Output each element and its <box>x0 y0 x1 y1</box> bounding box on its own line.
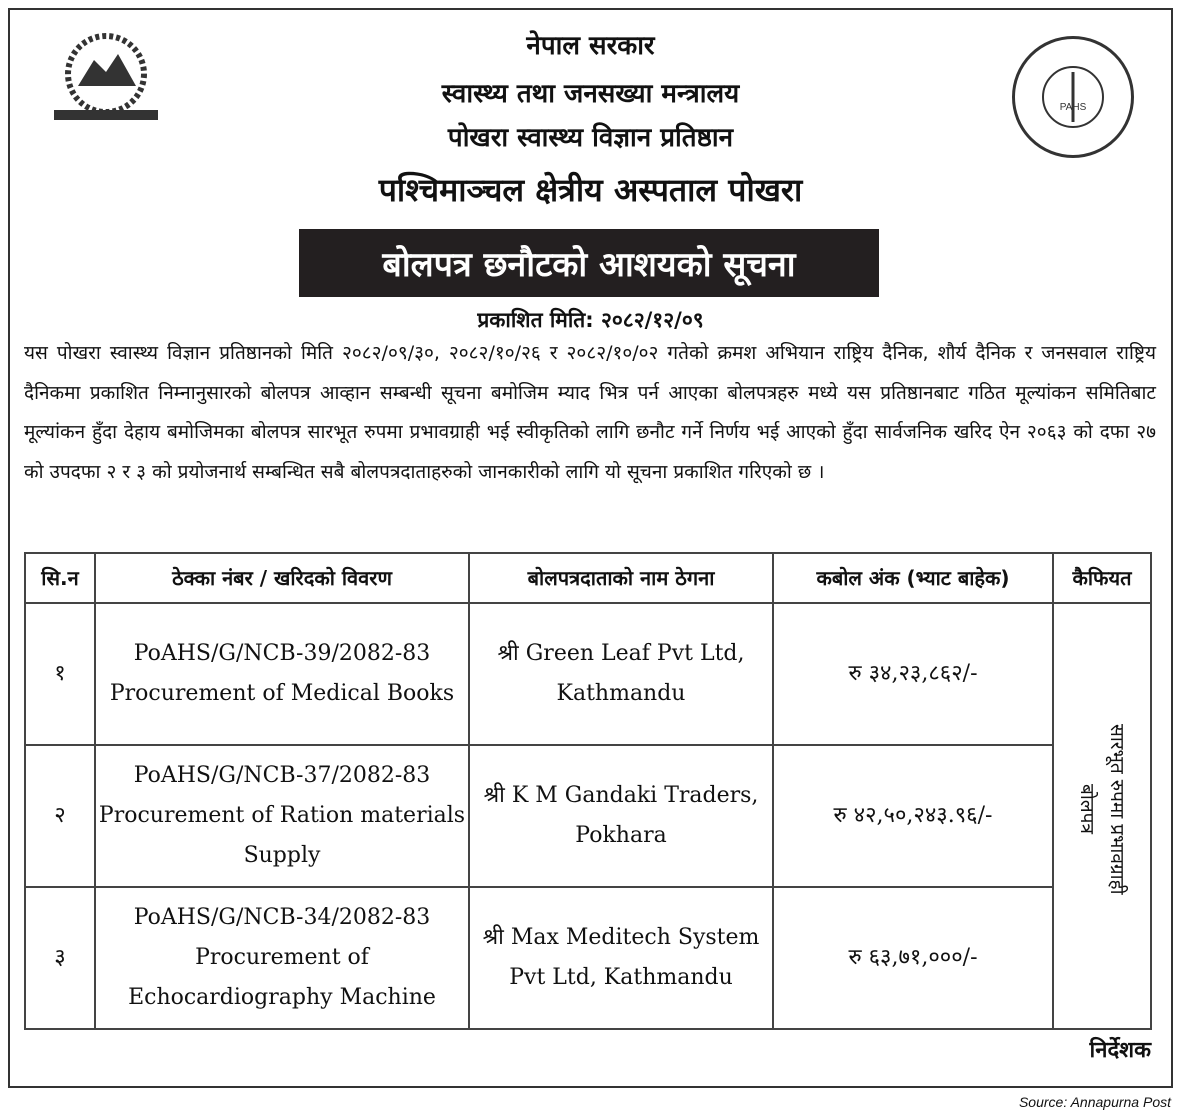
col-bidder: बोलपत्रदाताको नाम ठेगना <box>469 553 773 603</box>
row-bidder <box>469 745 773 887</box>
row-contract <box>95 745 469 887</box>
row-sn: २ <box>25 745 95 887</box>
bidder-address: Pokhara <box>575 823 667 848</box>
contract-description: Procurement of Ration materials Supply <box>98 803 466 868</box>
notice-banner: बोलपत्र छनौटको आशयको सूचना <box>299 229 879 297</box>
hospital-title: पश्चिमाञ्चल क्षेत्रीय अस्पताल पोखरा <box>378 171 803 209</box>
ministry-title: स्वास्थ्य तथा जनसख्या मन्त्रालय <box>441 79 740 109</box>
row-contract <box>95 887 469 1029</box>
table-row <box>25 603 1151 745</box>
govt-title: नेपाल सरकार <box>526 31 655 61</box>
row-sn: ३ <box>25 887 95 1029</box>
bid-amount: रु ३४,२३,८६२/- <box>773 603 1053 745</box>
table-row <box>25 745 1151 887</box>
bidder-address: Pvt Ltd, Kathmandu <box>509 965 733 990</box>
contract-number: PoAHS/G/NCB-37/2082-83 <box>133 763 431 788</box>
svg-text:PAHS: PAHS <box>1059 102 1087 113</box>
published-date: प्रकाशित मिति: २०८२/१२/०९ <box>477 308 704 332</box>
table-header-row <box>25 553 1151 603</box>
row-sn: १ <box>25 603 95 745</box>
bidder-name: श्री Max Meditech System <box>482 925 760 950</box>
row-contract <box>95 603 469 745</box>
source-credit: Source: Annapurna Post <box>1018 1094 1171 1110</box>
remarks-cell <box>1053 603 1151 1029</box>
signatory: निर्देशक <box>1089 1038 1151 1063</box>
col-sn: सि.न <box>25 553 95 603</box>
remarks-text <box>1072 724 1132 895</box>
contract-description: Procurement of Echocardiography Machine <box>128 945 436 1010</box>
contract-number: PoAHS/G/NCB-34/2082-83 <box>133 905 431 930</box>
remark-line-1: सारभूत रुपमा प्रभावग्राही <box>1106 723 1128 895</box>
row-bidder <box>469 603 773 745</box>
bidder-address: Kathmandu <box>556 681 686 706</box>
bid-amount: रु ४२,५०,२४३.९६/- <box>773 745 1053 887</box>
row-bidder <box>469 887 773 1029</box>
institute-title: पोखरा स्वास्थ्य विज्ञान प्रतिष्ठान <box>447 123 734 153</box>
bidder-name: श्री Green Leaf Pvt Ltd, <box>497 641 745 666</box>
remark-line-2: बोलपत्र <box>1076 784 1098 834</box>
col-amount: कबोल अंक (भ्याट बाहेक) <box>773 553 1053 603</box>
col-remarks: कैफियत <box>1053 553 1151 603</box>
table-row <box>25 887 1151 1029</box>
notice-body: यस पोखरा स्वास्थ्य विज्ञान प्रतिष्ठानको मिति २०८२/०९/३०, २०८२/१०/२६ र २०८२/१०/०२ गतेको क्रमश अभियान राष्ट्रिय दैनिक, शौर्य दैनिक र जनसवाल राष्ट्रिय दैनिकमा प्रकाशित निम्नानुसारको बोलपत्र आव्हान सम्बन्धी सूचना बमोजिम म्याद भित्र पर्न आएका बोलपत्रहरु मध्ये यस प्रतिष्ठानबाट गठित मूल्यांकन समितिबाट मूल्यांकन हुँदा देहाय बमोजिमका बोलपत्र सारभूत रुपमा प्रभावग्राही भई स्वीकृतिको लागि छनौट गर्ने निर्णय भई आएको हुँदा सार्वजनिक खरिद ऐन २०६३ को दफा २७ को उपदफा २ र ३ को प्रयोजनार्थ सम्बन्धित सबै बोलपत्रदाताहरुको जानकारीको लागि यो सूचना प्रकाशित गरिएको छ । <box>24 342 1156 483</box>
contract-number: PoAHS/G/NCB-39/2082-83 <box>133 641 431 666</box>
bidder-name: श्री K M Gandaki Traders, <box>483 783 759 808</box>
contract-description: Procurement of Medical Books <box>109 681 455 706</box>
bid-amount: रु ६३,७१,०००/- <box>773 887 1053 1029</box>
col-contract: ठेक्का नंबर / खरिदको विवरण <box>95 553 469 603</box>
results-table <box>24 552 1152 1030</box>
